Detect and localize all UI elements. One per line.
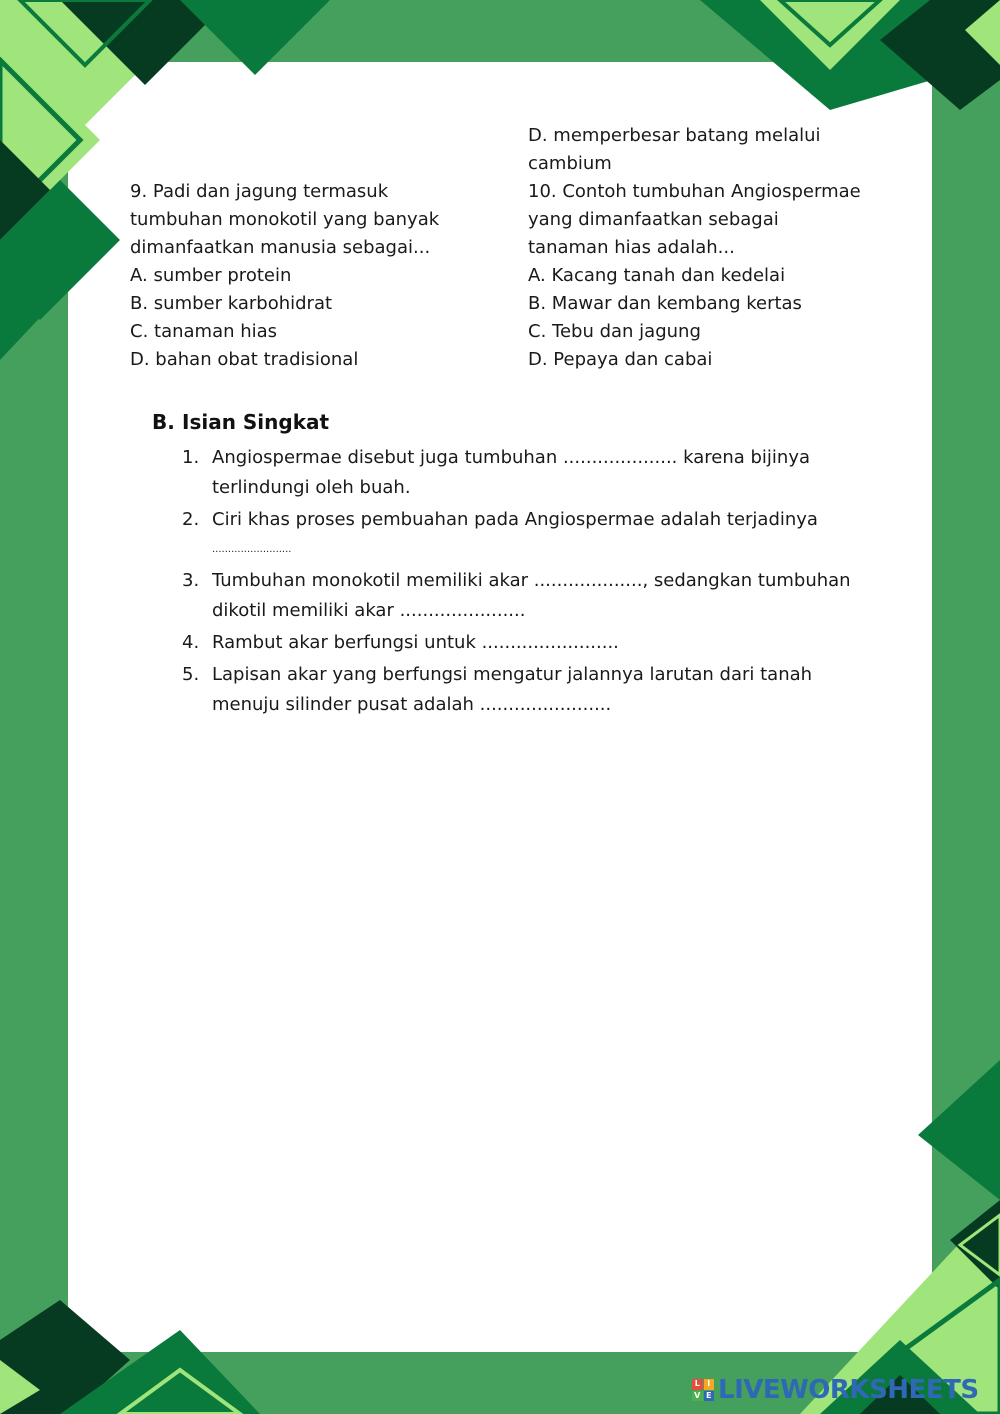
fill-item-line: menuju silinder pusat adalah ....................... xyxy=(212,694,612,715)
question-10-line-2: yang dimanfaatkan sebagai xyxy=(528,209,779,230)
fill-item-line: Lapisan akar yang berfungsi mengatur jalannya larutan dari tanah xyxy=(212,664,813,685)
fill-item-3[interactable] xyxy=(182,566,862,626)
section-b-letter: B. xyxy=(152,410,175,434)
question-9-line-1: 9. Padi dan jagung termasuk xyxy=(130,181,389,202)
fill-item-number: 2. xyxy=(182,509,200,530)
question-9-option-d[interactable]: D. bahan obat tradisional xyxy=(130,349,359,370)
section-b-heading xyxy=(152,410,329,434)
fill-item-number: 5. xyxy=(182,664,200,685)
fill-item-line: Rambut akar berfungsi untuk ........................ xyxy=(212,632,619,653)
question-10-option-a[interactable]: A. Kacang tanah dan kedelai xyxy=(528,265,786,286)
question-9-line-3: dimanfaatkan manusia sebagai... xyxy=(130,237,431,258)
fill-item-line: dikotil memiliki akar ...................... xyxy=(212,600,526,621)
fill-item-line: ......................... xyxy=(212,544,292,555)
fill-item-number: 3. xyxy=(182,570,200,591)
fill-item-line: Tumbuhan monokotil memiliki akar ..................., sedangkan tumbuhan xyxy=(212,570,851,591)
question-10-option-c[interactable]: C. Tebu dan jagung xyxy=(528,321,701,342)
logo-grid-letter: E xyxy=(704,1391,715,1402)
liveworksheets-logo[interactable] xyxy=(692,1374,979,1406)
prev-option-line-1: D. memperbesar batang melalui xyxy=(528,125,821,146)
question-9-option-a[interactable]: A. sumber protein xyxy=(130,265,292,286)
fill-item-number: 1. xyxy=(182,447,200,468)
prev-option-line-2: cambium xyxy=(528,153,612,174)
section-b-title: Isian Singkat xyxy=(182,410,330,434)
question-9-option-b[interactable]: B. sumber karbohidrat xyxy=(130,293,333,314)
question-9-line-2: tumbuhan monokotil yang banyak xyxy=(130,209,440,230)
question-10-option-d[interactable]: D. Pepaya dan cabai xyxy=(528,349,713,370)
logo-grid-letter: V xyxy=(692,1391,703,1402)
logo-text: LIVEWORKSHEETS xyxy=(718,1375,979,1405)
fill-item-4[interactable] xyxy=(182,628,862,658)
logo-grid-letter: L xyxy=(692,1379,703,1390)
fill-item-2[interactable] xyxy=(182,505,862,565)
fill-item-1[interactable] xyxy=(182,443,862,503)
question-9-option-c[interactable]: C. tanaman hias xyxy=(130,321,278,342)
fill-item-number: 4. xyxy=(182,632,200,653)
fill-item-5[interactable] xyxy=(182,660,862,720)
question-10-line-1: 10. Contoh tumbuhan Angiospermae xyxy=(528,181,861,202)
logo-grid-icon xyxy=(692,1379,714,1401)
question-10-line-3: tanaman hias adalah... xyxy=(528,237,735,258)
fill-item-line: Angiospermae disebut juga tumbuhan .................... karena bijinya xyxy=(212,447,811,468)
fill-item-line: terlindungi oleh buah. xyxy=(212,477,411,498)
question-10-option-b[interactable]: B. Mawar dan kembang kertas xyxy=(528,293,802,314)
logo-grid-letter: I xyxy=(704,1379,715,1390)
fill-item-line: Ciri khas proses pembuahan pada Angiospermae adalah terjadinya xyxy=(212,509,818,530)
